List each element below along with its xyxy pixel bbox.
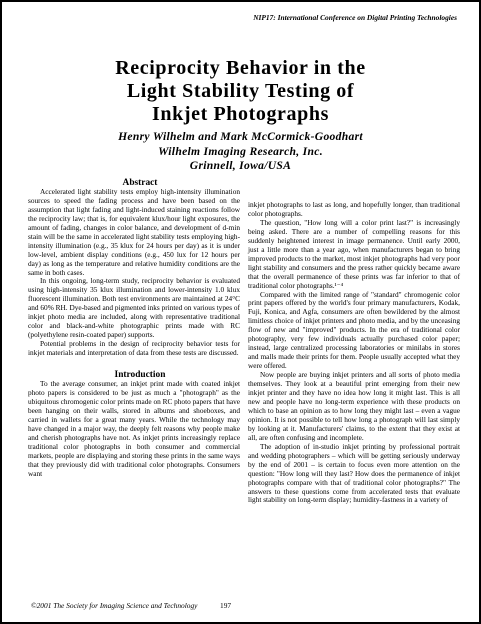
author-location: Grinnell, Iowa/USA — [189, 159, 292, 172]
body-paragraph: The adoption of in-studio inkjet printing by professional portrait and wedding photographers – which will be getting seriously underway by the end of 2001 – is certain to focus even more attention on the question: "How long will they last? How does the permanence of inkjet photographs compare with that of traditional color photographs?" The answers to these questions come from accelerated tests that evaluate light stability on long-term display; humidity-fastness in a variety of — [248, 441, 460, 505]
paper-title — [2, 57, 479, 126]
title-line: Reciprocity Behavior in the — [115, 57, 366, 79]
conference-header: NIP17: International Conference on Digital Printing Technologies — [253, 13, 457, 22]
author-names: Henry Wilhelm and Mark McCormick-Goodhart — [118, 130, 363, 143]
abstract-paragraph: Potential problems in the design of reciprocity behavior tests for inkjet materials and interpretation of data from these tests are discussed. — [28, 339, 240, 358]
right-column — [248, 201, 460, 505]
page-footer — [31, 601, 232, 610]
title-line: Inkjet Photographs — [152, 103, 329, 125]
introduction-heading: Introduction — [114, 370, 166, 381]
author-block — [2, 130, 479, 174]
abstract-paragraph: Accelerated light stability tests employ high-intensity illumination sources to speed the fading process and have been based on the assumption that light fading and light-induced staining reactions follow the reciprocity law; that is, for equivalent klux/hour light exposures, the amount of fading, changes in color balance, and development of d-min stain will be the same in accelerated light stability tests employing high-intensity illumination (e.g., 35 klux for 24 hours per day) as it is under low-level, ambient display conditions (e.g., 450 lux for 12 hours per day) as long as the temperature and relative humidity conditions are the same in both cases. — [28, 186, 240, 277]
copyright-notice: ©2001 The Society for Imaging Science and Technology — [31, 601, 198, 610]
body-paragraph: Now people are buying inkjet printers and all sorts of photo media themselves. They look at a beautiful print emerging from their new inkjet printer and they have no idea how long it might last. This is all new and people have no long-term experience with these products on which to base an opinion as to how long they might last – even a vague opinion. It is not possible to tell how long a photograph will last simply by looking at it. Manufacturers' claims, to the extent that they exist at all, are often confusing and incomplete. — [248, 370, 460, 442]
body-paragraph: inkjet photographs to last as long, and hopefully longer, than traditional color photographs. — [248, 200, 460, 218]
author-affiliation: Wilhelm Imaging Research, Inc. — [158, 144, 323, 158]
left-column — [28, 179, 240, 479]
page-number: 197 — [220, 601, 232, 610]
title-line: Light Stability Testing of — [126, 80, 355, 102]
abstract-heading: Abstract — [122, 178, 158, 188]
body-paragraph: The question, "How long will a color print last?" is increasingly being asked. There are a number of compelling reasons for this suddenly heightened interest in image permanence. Until early 2000, just a little more than a year ago, when manufacturers began to bring improved products to the market, most inkjet photographs had very poor light stability and consumers and the press rather quickly became aware that the overall permanence of these prints was far inferior to that of traditional color photographs.¹⁻⁴ — [248, 217, 460, 290]
body-paragraph: Compared with the limited range of "standard" chromogenic color print papers offered by the world's four primary manufacturers, Kodak, Fuji, Konica, and Agfa, consumers are often bewildered by the almost limitless choice of inkjet printers and photo media, and by the unceasing flow of new and "improved" products. In the era of traditional color photography, very few individuals actually purchased color paper; instead, large centralized processing laboratories or minilabs in stores and malls made their prints for them. People usually accepted what they were offered. — [248, 289, 460, 371]
abstract-paragraph: In this ongoing, long-term study, reciprocity behavior is evaluated using high-intensity 35 klux illumination and lower-intensity 1.0 klux fluorescent illumination. Both test environments are maintained at 24°C and 60% RH. Dye-based and pigmented inks printed on various types of inkjet photo media are included, along with representative traditional color and black-and-white photographic prints made with RC (polyethylene resin-coated paper) supports. — [28, 276, 240, 340]
introduction-paragraph: To the average consumer, an inkjet print made with coated inkjet photo papers is considered to be just as much a "photograph" as the ubiquitous chromogenic color prints made on RC photo papers that have been hanging on their walls, stored in albums and shoeboxes, and carried in wallets for a great many years. While the technology may have changed in a major way, the deeply felt reasons why people make and cherish photographs have not. As inkjet prints increasingly replace traditional color photographs in both consumer and commercial markets, people are displaying and storing these prints in the same ways that they previously did with traditional color photographs. Consumers want — [28, 379, 240, 478]
